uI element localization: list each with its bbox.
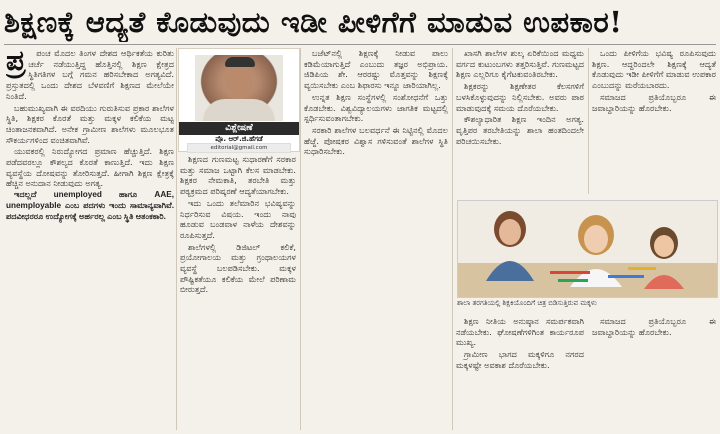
- paragraph: ಶಿಕ್ಷಣ ನೀತಿಯ ಅನುಷ್ಠಾನ ಸಮರ್ಪಕವಾಗಿ ನಡೆಯಬೇಕು. ಘೋಷಣೆಗಳಿಗಿಂತ ಕಾರ್ಯರೂಪ ಮುಖ್ಯ.: [456, 316, 584, 348]
- paragraph: ಉನ್ನತ ಶಿಕ್ಷಣ ಸಂಸ್ಥೆಗಳಲ್ಲಿ ಸಂಶೋಧನೆಗೆ ಒತ್ತು ಕೊಡಬೇಕು. ವಿಶ್ವವಿದ್ಯಾಲಯಗಳು ಜಾಗತಿಕ ಮಟ್ಟದಲ್ಲಿ ಸ್ಪರ್ಧಿಸುವಂತಾಗಬೇಕು.: [304, 91, 448, 124]
- author-email: editorial@gmail.com: [187, 143, 291, 153]
- paragraph: ಸರಕಾರಿ ಶಾಲೆಗಳ ಬಲವರ್ಧನೆ ಈ ನಿಟ್ಟಿನಲ್ಲಿ ಮೊದಲ ಹೆಜ್ಜೆ. ಪೋಷಕರ ವಿಶ್ವಾಸ ಗಳಿಸುವಂತೆ ಶಾಲೆಗಳ ಸ್ಥಿತಿ ಸುಧಾರಿಸಬೇಕು.: [304, 124, 448, 157]
- author-name: ಪ್ರೊ. ಆರ್.ಜಿ.ಹೆಗಡೆ: [215, 135, 263, 143]
- article-column-1: [6, 48, 174, 432]
- portrait-face: [225, 63, 253, 99]
- paragraph: ಖಾಸಗಿ ಶಾಲೆಗಳ ಶುಲ್ಕ ಏರಿಕೆಯಿಂದ ಮಧ್ಯಮ ವರ್ಗದ ಕುಟುಂಬಗಳು ತತ್ತರಿಸುತ್ತಿವೆ. ಗುಣಮಟ್ಟದ ಶಿಕ್ಷಣ ಎಲ್ಲರಿಗೂ ಕೈಗೆಟಕುವಂತಿರಬೇಕು.: [456, 48, 584, 80]
- paragraph: ಸಮಾಜದ ಪ್ರತಿಯೊಬ್ಬರೂ ಈ ಜವಾಬ್ದಾರಿಯನ್ನು ಹೊರಬೇಕು.: [592, 316, 716, 337]
- paragraph: ಬಜೆಟ್‌ನಲ್ಲಿ ಶಿಕ್ಷಣಕ್ಕೆ ನೀಡುವ ಪಾಲು ಕಡಿಮೆಯಾಗುತ್ತಿದೆ ಎಂಬುದು ತಜ್ಞರ ಅಭಿಪ್ರಾಯ. ಜಿಡಿಪಿಯ ಶೇ. ಆರರಷ್ಟು ಮೊತ್ತವನ್ನು ಶಿಕ್ಷಣಕ್ಕೆ ವ್ಯಯಿಸಬೇಕು ಎಂಬ ಶಿಫಾರಸು ಇನ್ನೂ ಜಾರಿಯಾಗಿಲ್ಲ.: [304, 48, 448, 91]
- article-column-7: [592, 316, 716, 432]
- column-divider: [176, 48, 177, 430]
- photo-caption: ಶಾಲಾ ತರಗತಿಯಲ್ಲಿ ಶಿಕ್ಷಕಿಯೊಂದಿಗೆ ಚಿತ್ರ ಬಿಡಿಸುತ್ತಿರುವ ಮಕ್ಕಳು: [457, 299, 597, 307]
- article-column-4: [456, 48, 584, 194]
- byline-box: [178, 48, 300, 152]
- paragraph: ಇದು ಒಂದು ತಲೆಮಾರಿನ ಭವಿಷ್ಯವನ್ನು ನಿರ್ಧರಿಸುವ ವಿಷಯ. ಇಂದು ನಾವು ಹೂಡುವ ಬಂಡವಾಳ ನಾಳೆಯ ದೇಶವನ್ನು ರೂಪಿಸುತ್ತದೆ.: [180, 197, 296, 240]
- column-name: ವಿಶ್ಲೇಷಣೆ: [179, 122, 299, 135]
- column-divider: [452, 48, 453, 430]
- paragraph: ಇದಲ್ಲದೆ unemployed ಹಾಗೂ AAE, unemployable ಎಂಬ ಪದಗಳು ಇಂದು ಸಾಮಾನ್ಯವಾಗಿವೆ. ಪದವೀಧರರೂ ಉದ್ಯೋಗಕ್ಕೆ ಅರ್ಹರಲ್ಲ ಎಂಬ ಸ್ಥಿತಿ ಆತಂಕಕಾರಿ.: [6, 190, 174, 221]
- classroom-illustration: [458, 201, 717, 297]
- dropcap: ಪ್ರ: [6, 48, 26, 77]
- paragraph: ಸಮಾಜದ ಪ್ರತಿಯೊಬ್ಬರೂ ಈ ಜವಾಬ್ದಾರಿಯನ್ನು ಹೊರಬೇಕು.: [592, 91, 716, 113]
- paragraph: ಶಿಕ್ಷಕರನ್ನು ಶಿಕ್ಷಣೇತರ ಕೆಲಸಗಳಿಗೆ ಬಳಸಿಕೊಳ್ಳುವುದನ್ನು ನಿಲ್ಲಿಸಬೇಕು. ಅವರು ಪಾಠ ಮಾಡುವುದಕ್ಕೆ ಸಮಯ ದೊರೆಯಬೇಕು.: [456, 81, 584, 113]
- paragraph: ಗ್ರಾಮೀಣ ಭಾಗದ ಮಕ್ಕಳಿಗೂ ನಗರದ ಮಕ್ಕಳಷ್ಟೇ ಅವಕಾಶ ದೊರೆಯಬೇಕು.: [456, 349, 584, 370]
- paragraph: ಬಹುಮುಖ್ಯವಾಗಿ ಈ ವರದಿಯು ಗುರುತಿಸುವ ಪ್ರಕಾರ ಶಾಲೆಗಳ ಸ್ಥಿತಿ, ಶಿಕ್ಷಕರ ಕೊರತೆ ಮತ್ತು ಮಕ್ಕಳ ಕಲಿಕೆಯ ಮಟ್ಟ ಚಿಂತಾಜನಕವಾಗಿದೆ. ಅನೇಕ ಗ್ರಾಮೀಣ ಶಾಲೆಗಳು ಮೂಲಭೂತ ಸೌಕರ್ಯಗಳಿಂದ ವಂಚಿತವಾಗಿವೆ.: [6, 102, 174, 145]
- headline: ಶಿಕ್ಷಣಕ್ಕೆ ಆದ್ಯತೆ ಕೊಡುವುದು ಇಡೀ ಪೀಳಿಗೆಗೆ ಮಾಡುವ ಉಪಕಾರ!: [4, 5, 623, 39]
- author-portrait: [195, 55, 283, 121]
- column-divider: [588, 48, 589, 194]
- column-divider: [300, 48, 301, 430]
- portrait-shirt: [203, 99, 275, 121]
- paragraph: ಕೌಶಲ್ಯಾಧಾರಿತ ಶಿಕ್ಷಣ ಇಂದಿನ ಅಗತ್ಯ. ವೃತ್ತಿಪರ ತರಬೇತಿಯನ್ನು ಶಾಲಾ ಹಂತದಿಂದಲೇ ಪರಿಚಯಿಸಬೇಕು.: [456, 114, 584, 146]
- article-column-2: [180, 154, 296, 432]
- portrait-hair: [225, 57, 255, 67]
- paragraph: ಯುವಕರಲ್ಲಿ ನಿರುದ್ಯೋಗದ ಪ್ರಮಾಣ ಹೆಚ್ಚುತ್ತಿದೆ. ಶಿಕ್ಷಣ ಪಡೆದವರಲ್ಲೂ ಕೌಶಲ್ಯದ ಕೊರತೆ ಕಾಣುತ್ತಿದೆ. ಇದು ಶಿಕ್ಷಣ ವ್ಯವಸ್ಥೆಯ ದೋಷವನ್ನು ತೋರಿಸುತ್ತದೆ. ಹೀಗಾಗಿ ಶಿಕ್ಷಣ ಕ್ಷೇತ್ರಕ್ಕೆ ಹೆಚ್ಚಿನ ಅನುದಾನ ನೀಡುವುದು ಅಗತ್ಯ.: [6, 146, 174, 189]
- paragraph: ಒಂದು ಪೀಳಿಗೆಯ ಭವಿಷ್ಯ ರೂಪಿಸುವುದು ಶಿಕ್ಷಣ. ಆದ್ದರಿಂದಲೇ ಶಿಕ್ಷಣಕ್ಕೆ ಆದ್ಯತೆ ಕೊಡುವುದು ಇಡೀ ಪೀಳಿಗೆಗೆ ಮಾಡುವ ಉಪಕಾರ ಎಂಬುದನ್ನು ಮರೆಯಬಾರದು.: [592, 48, 716, 91]
- article-column-3: [304, 48, 448, 432]
- classroom-photo: [457, 200, 718, 298]
- paragraph: ಪಂಚ ಮೊದಲ ತಿಂಗಳ ದೇಶದ ಆರ್ಥಿಕತೆಯ ಕುರಿತು ಚರ್ಚೆ ನಡೆಯುತ್ತಿದ್ದ ಹೊತ್ತಿನಲ್ಲಿ ಶಿಕ್ಷಣ ಕ್ಷೇತ್ರದ ಸ್ಥಿತಿಗತಿಗಳ ಬಗ್ಗೆ ಗಮನ ಹರಿಸಬೇಕಾದ ಅಗತ್ಯವಿದೆ. ಪ್ರಸ್ತುತದಲ್ಲಿ ಒಂದು ದೇಶದ ಬೆಳವಣಿಗೆ ಶಿಕ್ಷಣದ ಮೇಲೆಯೇ ನಿಂತಿದೆ.: [6, 48, 174, 101]
- paragraph: ಶಾಲೆಗಳಲ್ಲಿ ಡಿಜಿಟಲ್ ಕಲಿಕೆ, ಪ್ರಯೋಗಾಲಯ ಮತ್ತು ಗ್ರಂಥಾಲಯಗಳ ವ್ಯವಸ್ಥೆ ಬಲಪಡಿಸಬೇಕು. ಮಕ್ಕಳ ಪೌಷ್ಟಿಕತೆಯೂ ಕಲಿಕೆಯ ಮೇಲೆ ಪರಿಣಾಮ ಬೀರುತ್ತದೆ.: [180, 241, 296, 295]
- paragraph: ಶಿಕ್ಷಣದ ಗುಣಮಟ್ಟ ಸುಧಾರಣೆಗೆ ಸರಕಾರ ಮತ್ತು ಸಮಾಜ ಒಟ್ಟಾಗಿ ಕೆಲಸ ಮಾಡಬೇಕು. ಶಿಕ್ಷಕರ ನೇಮಕಾತಿ, ತರಬೇತಿ ಮತ್ತು ಪಠ್ಯಕ್ರಮದ ಪರಿಷ್ಕರಣೆ ಆದ್ಯತೆಯಾಗಬೇಕು.: [180, 154, 296, 197]
- article-column-5: [592, 48, 716, 194]
- article-column-6: [456, 316, 584, 432]
- headline-rule: [4, 44, 716, 45]
